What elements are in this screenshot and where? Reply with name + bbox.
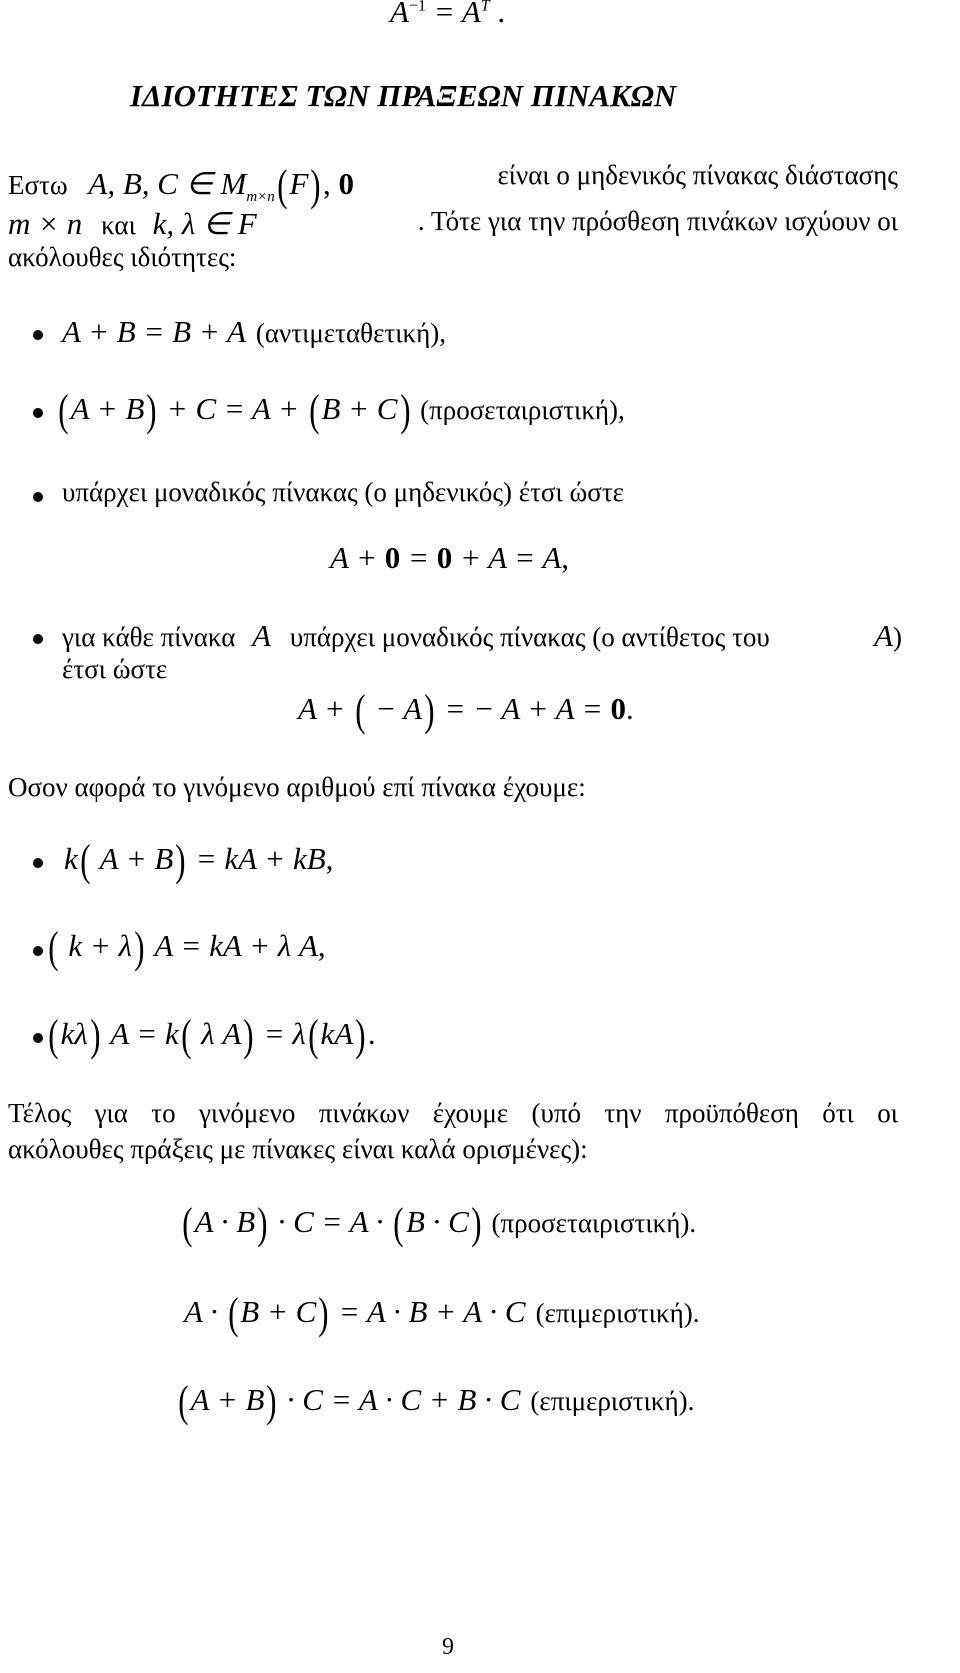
product-distributive-2 [176, 1376, 694, 1427]
product-intro-line-2: ακόλουθες πράξεις με πίνακες είναι καλά ορισμένες): [8, 1134, 588, 1164]
product-assoc-label: (προσεταιριστική). [491, 1208, 697, 1238]
associative-formula: (A + B) + C = A + (B + C) [58, 386, 410, 435]
negative-formula: A + ( − A) = − A + A = 0. [298, 686, 634, 735]
negative-text-c: έτσι ώστε [62, 654, 168, 684]
section-heading: ΙΔΙΟΤΗΤΕΣ ΤΩΝ ΠΡΑΞΕΩΝ ΠΙΝΑΚΩΝ [130, 78, 677, 113]
associative-label: (προσεταιριστική), [420, 395, 625, 425]
intro-math-dim: m × n [8, 206, 83, 241]
intro-rest: είναι ο μηδενικός πίνακας διάστασης [497, 160, 898, 190]
product-distr-formula-2: (A + B) · C = A · C + B · C [178, 1377, 521, 1426]
intro-line-3: ακόλουθες ιδιότητες: [8, 242, 237, 272]
inverse-transpose-formula: $A^{-1} = A^T$ . [390, 0, 506, 29]
bullet [33, 408, 43, 418]
product-distributive-1 [184, 1288, 700, 1339]
product-intro-line-1: Τέλος για το γινόμενο πινάκων έχουμε (υπό την προϋπόθεση ότι οι [8, 1098, 898, 1128]
bullet [33, 858, 43, 868]
product-assoc-formula: (A · B) · C = A · (B · C) [182, 1199, 482, 1248]
product-distr-label-2: (επιμεριστική). [530, 1386, 695, 1416]
associative-property [56, 385, 625, 436]
scalar-distributive-2: ( k + λ) A = kA + λ A, [48, 923, 326, 972]
bullet [33, 634, 43, 644]
zero-text: υπάρχει μοναδικός πίνακας (ο μηδενικός) έτσι ώστε [62, 477, 625, 507]
intro-word: Εστω [8, 170, 68, 200]
scalar-associative: (kλ) A = k( λ A) = λ(kA). [48, 1011, 376, 1060]
intro-kai: και [101, 210, 136, 240]
intro-math-scalars: k, λ ∈ F [152, 206, 257, 241]
scalar-intro: Οσον αφορά το γινόμενο αριθμού επί πίνακα έχουμε: [8, 772, 586, 802]
intro-line-1 [8, 160, 898, 211]
intro-line-2 [8, 206, 898, 242]
product-distr-formula-1: A · (B + C) = A · B + A · C [184, 1289, 526, 1338]
bullet [33, 330, 43, 340]
negative-math-a: A [252, 618, 272, 653]
page-number: 9 [442, 1634, 454, 1660]
product-distr-label-1: (επιμεριστική). [535, 1298, 700, 1328]
intro-math-set: A, B, C ∈ $M_{m\times n}(F)$, 0 [88, 161, 355, 210]
zero-formula: A + 0 = 0 + A = A, [330, 540, 569, 575]
negative-math-close: A) [874, 618, 902, 653]
bullet [33, 492, 43, 502]
commutative-label: (αντιμεταθετική), [255, 318, 447, 348]
scalar-distributive-1: k( A + B) = kA + kB, [64, 836, 334, 885]
intro-rest-2: . Τότε για την πρόσθεση πινάκων ισχύουν οι [417, 206, 898, 236]
negative-text-b: υπάρχει μοναδικός πίνακας (ο αντίθετος του [289, 622, 770, 652]
negative-text-a: για κάθε πίνακα [62, 622, 236, 652]
negative-line-1 [62, 618, 902, 654]
commutative-property [62, 314, 446, 350]
bullet [33, 946, 43, 956]
product-associative [180, 1198, 696, 1249]
bullet [33, 1033, 43, 1043]
commutative-formula: A + B = B + A [62, 314, 246, 349]
